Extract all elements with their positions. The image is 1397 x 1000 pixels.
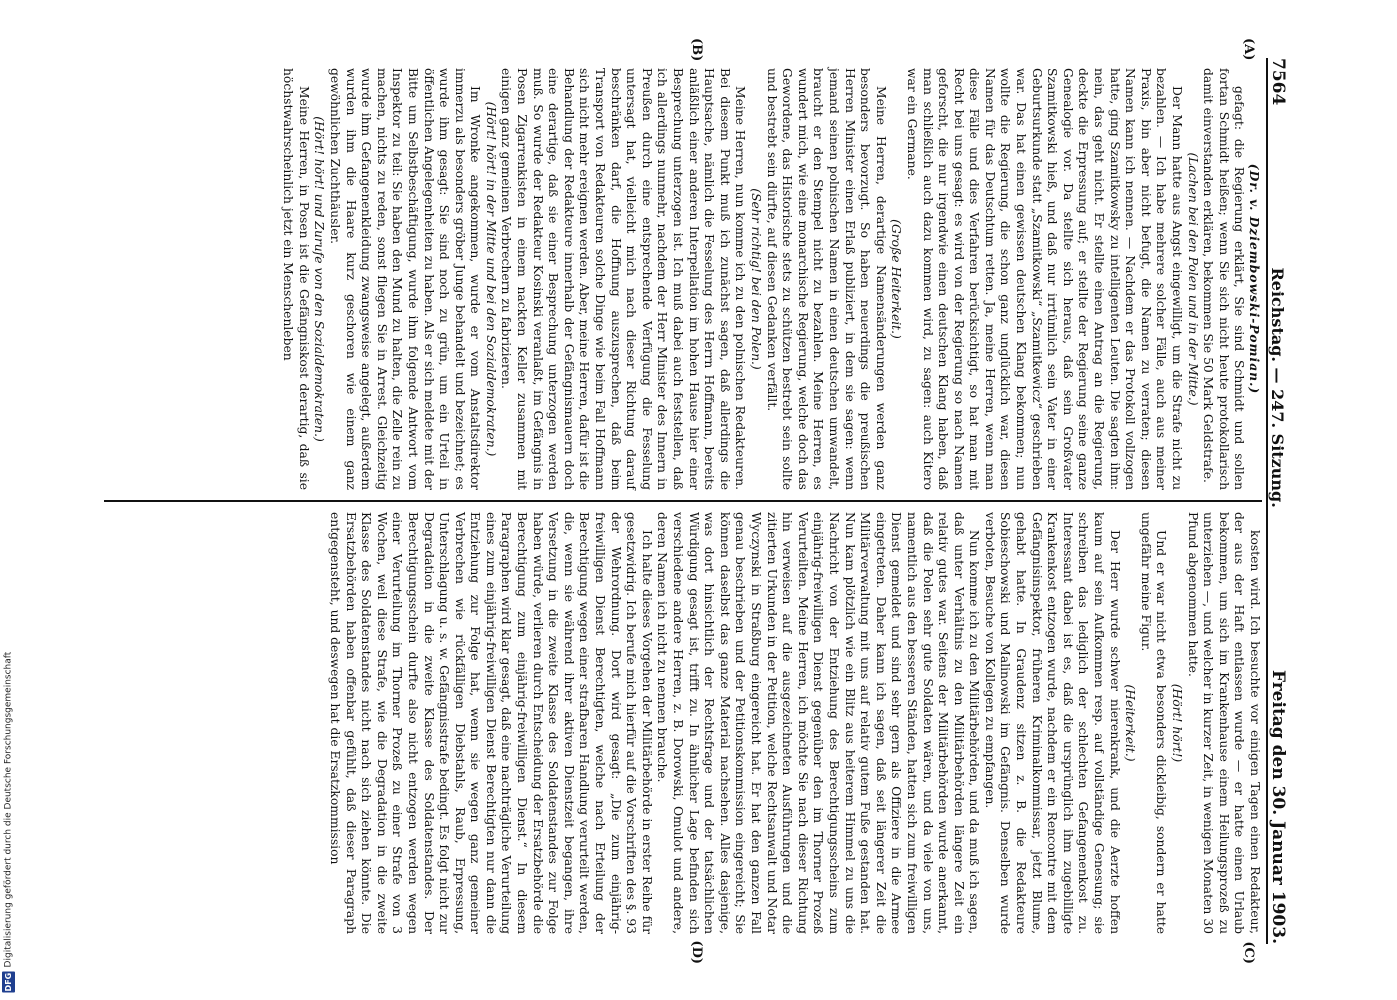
dfg-logo: DFG [4,972,13,991]
paragraph: Meine Herren, derartige Namensänderungen werden ganz besonders bevorzugt. So haben neuerdings die preußischen Herren Minister einen Erlaß publiziert, in dem sie sagen: wenn jemand seinen polnischen Namen in einen deutschen umwandelt, braucht er den Stempel nicht zu bezahlen. Meine Herren, es wundert mich, wie eine monarchische Regierung, welche doch das Gewordene, das Historische stets zu schützen bestrebt sein sollte und bestrebt sein dürfte, auf diesen Gedanken verfällt. [764,67,888,490]
paragraph: Der Herr wurde schwer nierenkrank, und die Aerzte hoffen kaum auf sein Aufkommen resp. auf vollständige Genesung; sie schreiben das lediglich der schlechten Gefangenenkost zu. Interessant dabei ist es, daß die ursprünglich ihm zugebilligte Krankenkost entzogen wurde, nachdem er ein Rencontre mit dem Gefängnisinspektor, früheren Kriminalkommissar, jetzt Blume, gehabt hatte. In Graudenz sitzen z. B. die Redakteure Sobieschowski und Malinowski im Gefängnis. Denselben wurde verboten, Besuche von Kollegen zu empfangen. [982,511,1122,934]
margin-mark-c: (C) [1240,940,1256,964]
interjection: (Hört! hört!) [1169,683,1184,762]
page-header [1266,58,1296,944]
scanned-page-frame [80,22,1317,979]
margin-mark-d: (D) [688,939,704,964]
margin-mark-a: (A) [1240,37,1256,60]
interjection: (Lachen bei den Polen und in der Mitte.) [1185,151,1200,406]
paragraph: Meine Herren, in Posen ist die Gefängniskost derartig, daß sie höchstwahrscheinlich jetzt ein Menschenleben [280,67,311,490]
margin-mark-b: (B) [688,37,704,61]
interjection: (Hört! hört! in der Mitte und bei den Sozialdemokraten.) [483,101,498,456]
paragraph: gefagt: die Regierung erklärt, Sie sind Schmidt und sollen fortan Schmidt heißen; wenn Sie sich nicht heute protokollarisch damit einverstanden erklären, bekommen Sie 50 Mark Geldstrafe. [1200,67,1246,490]
paragraph: Meine Herren, nun komme ich zu den polnischen Redakteuren. Bei diesem Punkt muß ich zunächst sagen, daß allerdings die Hauptsache, nämlich die Fesselung des Herrn Hoffmann, bereits anläßlich einer anderen Interpellation im hohen Hause hier einer Besprechung unterzogen ist. Ich muß dabei auch feststellen, daß ich allerdings nunmehr, nachdem der Herr Minister des Innern in Preußen durch eine entsprechende Verfügung die Fesselung untersagt hat, vielleicht mich nach dieser Richtung darauf beschränken darf, die Hoffnung auszusprechen, daß beim Transport von Redakteuren solche Dinge wie beim Fall Hoffmann sich nicht mehr ereignen werden. Aber, meine Herren, dafür ist die Behandlung der Redakteure innerhalb der Gefängnismauern doch eine derartige, daß sie einer Besprechung unterzogen werden muß. So wurde der Redakteur Kosinski veranlaßt, im Gefängnis in Posen Zigarrenkisten in einem nackten Keller zusammen mit einigen ganz gemeinen Verbrechern zu fabrizieren. [499,67,747,490]
scanned-page [94,36,1304,966]
paragraph: Und er war nicht etwa besonders dickleibig, sondern er hatte ungefähr meine Figur. [1138,511,1168,934]
paragraph: Der Mann hatte aus Angst eingewilligt, um die Strafe nicht zu bezahlen. — Ich habe mehrere solcher Fälle, auch aus meiner Praxis, bin aber nicht befugt, die Namen zu verraten; diesen Namen kann ich nennen. — Nachdem er das Protokoll vollzogen hatte, ging Szamitkowsky zu intelligenten Leuten. Die sagten ihm: nein, das geht nicht. Er stellte einen Antrag an die Regierung, deckte die Erpressung auf; er stellte der Regierung seine ganze Genealogie vor. Da stellte sich heraus, daß sein Großvater Szamitkowski hieß, und daß nur irrtümlich sein Vater in einer Geburtsurkunde statt „Szamitkowski“ „Szamitkewicz“ geschrieben war. Das hat einen gewissen deutschen Klang bekommen; nun wollte die Regierung, die schon ganz unglücklich war, diesen Namen für das Deutschtum retten. Ja, meine Herren, wenn man diese Fälle und dies Verfahren berücksichtigt, so hat man mit Recht bei uns gesagt: es wird von der Regierung so nach Namen geforscht, die nur irgendwie einen deutschen Klang haben, daß man schließlich auch dazu kommen wird, zu sagen: auch Kitero war ein Germane. [904,67,1184,490]
paragraph: Im Wronke angekommen, wurde er vom Anstaltsdirektor immerzu als besonders gröber Junge behandelt und bezeichnet; es wurde ihm gesagt: Sie sind noch zu grün, um ein Urteil in öffentlichen Angelegenheiten zu haben. Als er sich meldete mit der Bitte um Selbstbeschäftigung, wurde ihm folgende Antwort vom Inspektor zu teil: Sie haben den Mund zu halten, die Zelle rein zu machen, nichts zu reden, sonst fliegen Sie in Arrest. Gleichzeitig wurde ihm Gefangenenkleidung zwangsweise angelegt, außerdem wurden ihm die Haare kurz geschoren wie einem ganz gewöhnlichen Zuchthäusler. [327,67,482,490]
interjection: (Große Heiterkeit.) [888,218,903,339]
session-date: Freitag den 30. Januar 1903. [1267,669,1288,944]
page-number: 7564 [1267,57,1288,105]
interjection: (Heiterkeit.) [1122,683,1137,762]
paragraph: Ich halte dieses Vorgehen der Militärbehörde in erster Reihe für gesetzwidrig. Ich berufe mich hierfür auf die Vorschriften des §. 93 der Wehrordnung. Dort wird gesagt: „Die zum einjährig-freiwilligen Dienst Berechtigten, welche nach Erteilung der Berechtigung wegen einer strafbaren Handlung verurteilt werden, die, wenn sie während ihrer aktiven Dienstzeit begangen, ihre Versetzung in die zweite Klasse des Soldatenstandes zur Folge haben würde, verlieren durch Entscheidung der Ersatzbehörde die Berechtigung zum einjährig-freiwilligen Dienst.“ In diesem Paragraphen wird klar gesagt, daß eine nachträgliche Verurteilung eines zum einjährig-freiwilligen Dienst Berechtigten nur dann die Entziehung zur Folge hat, wenn sie wegen ganz gemeiner Verbrechen wie rückfälligen Diebstahls, Raub, Erpressung, Unterschlagung u. s. w. Gefängnisstrafe bedingt. Es folgt nicht zur Degradation in die zweite Klasse des Soldatenstandes. Der Berechtigungsschein durfte also nicht entzogen werden wegen einer Verurteilung im Thorner Prozeß zu einer Strafe von 3 Wochen, weil diese Strafe, wie die Degradation in die zweite Klasse des Soldatenstandes nicht nach sich ziehen könnte. Die Ersatzbehörden haben offenbar gefühlt, daß dieser Paragraph entgegensteht, und deswegen hat die Ersatzkommission [327,511,654,934]
speaker-label: (Dr. v. Dziembowski-Pomian.) [1246,163,1262,394]
paragraph: kosten wird. Ich besuchte vor einigen Tagen einen Redakteur, der aus der Haft entlassen wurde — er hatte einen Urlaub bekommen, um sich im Krankenhause einem Heilungsprozeß zu unterziehen —, und welcher in kurzer Zeit, in wenigen Monaten 30 Pfund abgenommen hatte. [1185,511,1262,934]
session-title: Reichstag. — 247. Sitzung. [1267,267,1287,508]
interjection: (Hört! hört! und Zurufe von den Sozialdemokraten.) [311,115,326,442]
interjection: (Sehr richtig! bei den Polen.) [748,187,763,370]
digitization-credit [2,652,15,992]
paragraph: Nun komme ich zu den Militärbehörden, und da muß ich sagen, daß unter Verhältnis zu den Militärbehörden längere Zeit ein relativ gutes war. Seitens der Militärbehörden wurde anerkannt, daß die Polen sehr gute Soldaten wären, und da viele von uns, namentlich aus den besseren Ständen, hatten sich zum freiwilligen Dienst gemeldet und sind sehr gern als Offiziere in die Armee eingetreten. Daher kann ich sagen, daß seit längerer Zeit die Militärverwaltung mit uns auf relativ gutem Fuße gestanden hat. Nun kam plötzlich wie ein Blitz aus heiterem Himmel zu uns die Nachricht von der Entziehung des Berechtigungsscheins zum einjährig-freiwilligen Dienst gegenüber den im Thorner Prozeß Verurteilten. Meine Herren, ich möchte Sie nach dieser Richtung hin verweisen auf die ausgezeichneten Ausführungen und die zitierten Urkunden in der Petition, welche Rechtsanwalt und Notar Wyczynski in Straßburg eingereicht hat. Er hat den ganzen Fall genau beschrieben und der Petitionskommission eingereicht; Sie können daselbst das ganze Material nachsehen. Alles dasjenige, was dort hinsichtlich der Rechtsfrage und der tatsächlichen Würdigung gesagt ist, trifft zu. In ähnlicher Lage befinden sich verschiedene andere Herren, z. B. Dorowski, Omulot und andere, deren Namen ich nicht zu nennen brauche. [654,511,981,934]
text-columns [104,58,1262,944]
left-column [104,58,1262,500]
credit-text: Digitalisierung gefördert durch die Deutsche Forschungsgemeinschaft [3,651,14,968]
right-column [104,502,1262,944]
